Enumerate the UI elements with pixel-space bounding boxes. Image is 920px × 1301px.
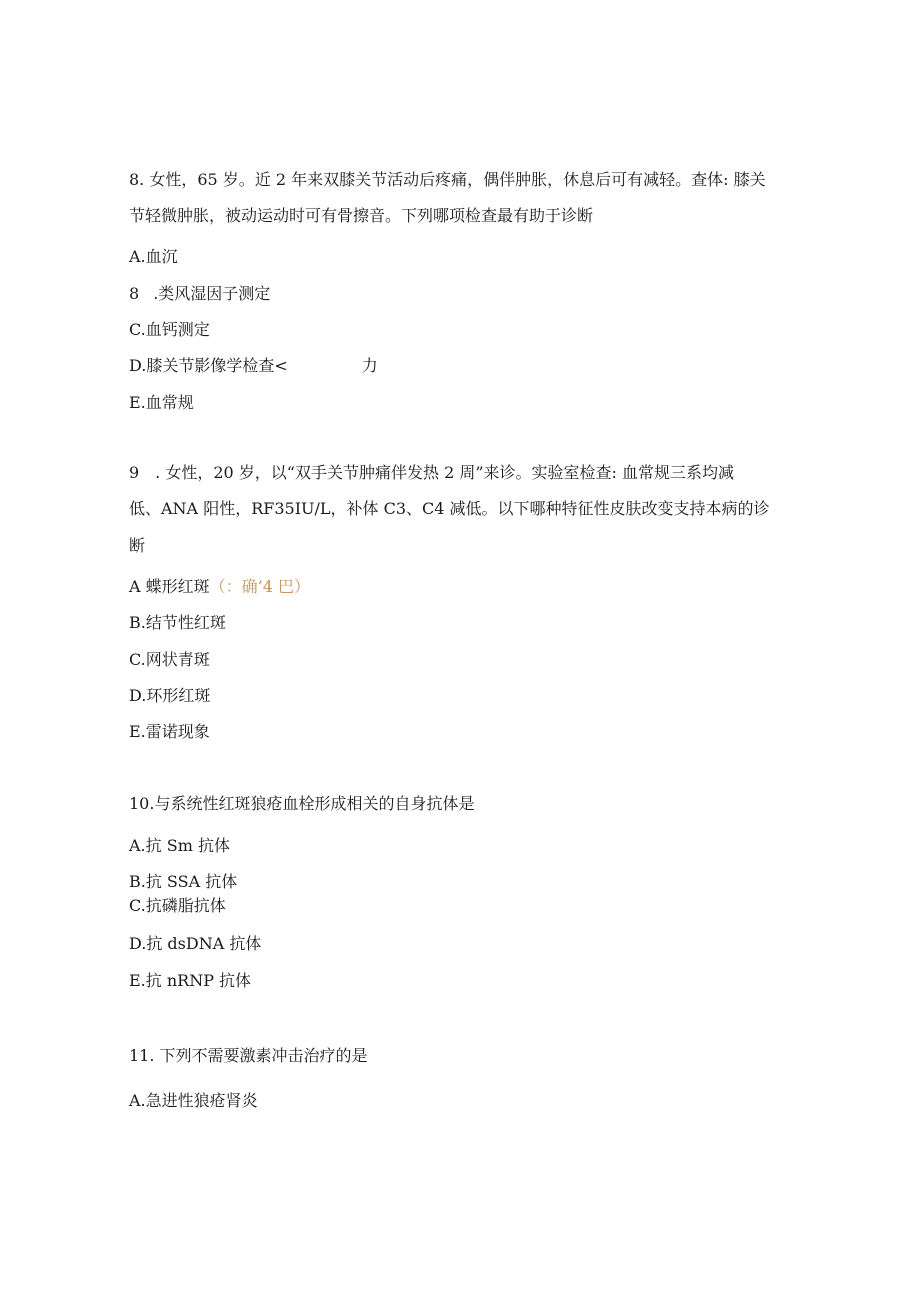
q10-stem-line-1: 10.与系统性红斑狼疮血栓形成相关的自身抗体是 [129,794,475,813]
q9-stem-line-2: 低、ANA 阳性，RF35IU/L，补体 C3、C4 减低。以下哪种特征性皮肤改变支持本病的诊 [129,499,770,518]
q9-option-d: D.环形红斑 [129,686,211,705]
q8-option-d [129,356,378,376]
q10-option-b: B.抗 SSA 抗体 [129,872,238,891]
q9-option-a [129,577,310,597]
q8-stem-line-2: 节轻微肿胀，被动运动时可有骨擦音。下列哪项检查最有助于诊断 [129,206,594,225]
q8-option-a: A.血沉 [129,247,178,266]
q9-option-a-annotation: （：确’4 巴） [209,577,311,596]
q11-option-a: A.急进性狼疮肾炎 [129,1091,258,1110]
q9-option-e: E.雷诺现象 [129,722,210,741]
q8-option-d-text: D.膝关节影像学检查< [129,356,288,375]
q9-option-c: C.网状青斑 [129,650,210,669]
q8-option-b-number: 8 [129,284,140,303]
q10-option-e: E.抗 nRNP 抗体 [129,971,252,990]
q9-option-b: B.结节性红斑 [129,613,226,632]
q10-option-d: D.抗 dsDNA 抗体 [129,934,262,953]
q10-option-a: A.抗 Sm 抗体 [129,836,230,855]
q9-stem-line-3: 断 [129,536,146,555]
q8-option-b [129,284,270,304]
q9-option-a-text: A 蝶形红斑 [129,577,210,596]
q8-stem-line-1: 8. 女性，65 岁。近 2 年来双膝关节活动后疼痛，偶伴肿胀，休息后可有减轻。查体: 膝关 [129,170,766,189]
q9-stem-line-1: 9 . 女性，20 岁，以“双手关节肿痛伴发热 2 周”来诊。实验室检查: 血常规三系均减 [129,463,734,482]
q8-option-e: E.血常规 [129,393,194,412]
q8-option-b-text: .类风湿因子测定 [153,284,271,303]
q8-option-c: C.血钙测定 [129,320,210,339]
q11-stem-line-1: 11. 下列不需要激素冲击治疗的是 [129,1046,368,1065]
q10-option-c: C.抗磷脂抗体 [129,896,226,915]
q8-option-d-tail: 力 [361,356,378,375]
